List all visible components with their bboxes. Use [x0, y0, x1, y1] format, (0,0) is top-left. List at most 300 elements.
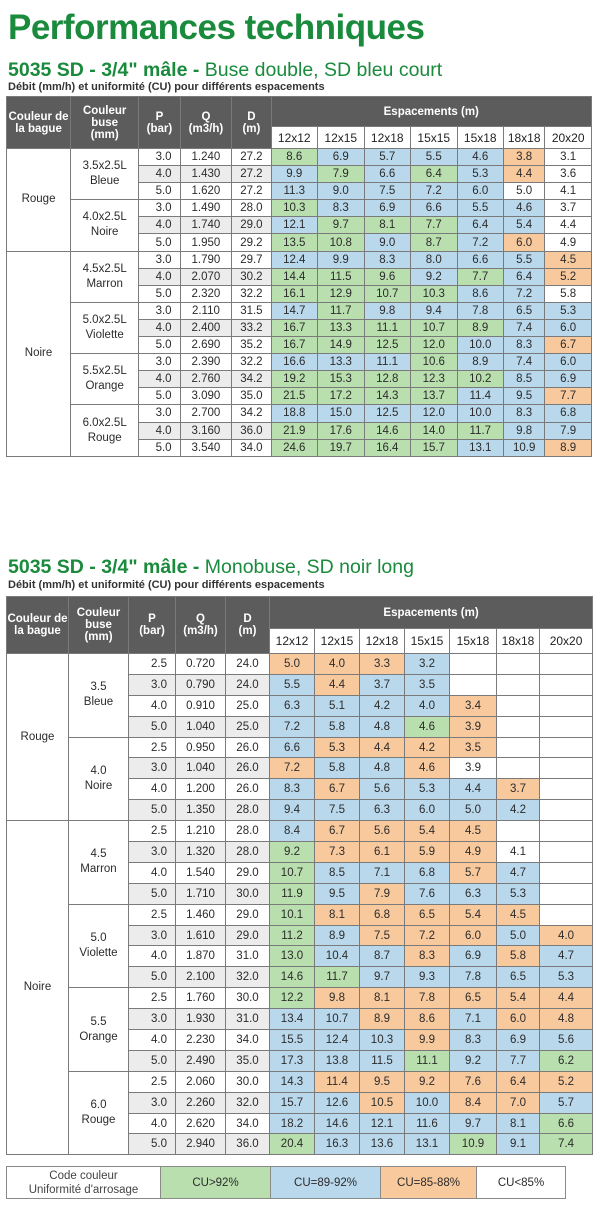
rate-cell: 5.5 [270, 674, 315, 695]
rate-cell: 9.4 [411, 302, 458, 319]
header-spacing-12x18: 12x18 [360, 629, 405, 654]
nozzle-color: Violette [85, 328, 124, 341]
rate-cell: 12.4 [315, 1030, 360, 1051]
flow-value: 2.620 [176, 1113, 226, 1134]
rate-cell: 8.3 [504, 337, 545, 354]
rate-cell: 6.9 [318, 149, 365, 166]
rate-cell: 11.7 [318, 302, 365, 319]
nozzle-size: 4.5 [90, 848, 107, 861]
legend-title-line2: Uniformité d'arrosage [28, 1183, 139, 1196]
flow-value: 1.540 [176, 862, 226, 883]
nozzle-cell [71, 251, 139, 302]
nozzle-size: 5.5x2.5L [82, 365, 127, 378]
rate-cell: 5.4 [504, 217, 545, 234]
diameter-value: 36.0 [232, 422, 271, 439]
section-1-variant: Buse double, SD bleu court [204, 59, 443, 81]
pressure-value: 3.0 [129, 1009, 176, 1030]
pressure-value: 4.0 [139, 371, 180, 388]
rate-cell: 8.3 [504, 405, 545, 422]
legend-title [7, 1167, 161, 1198]
flow-value: 3.540 [180, 439, 232, 456]
performance-table-1 [6, 96, 592, 457]
nozzle-cell [71, 354, 139, 405]
pressure-value: 2.5 [129, 988, 176, 1009]
flow-value: 2.690 [180, 337, 232, 354]
rate-cell: 4.5 [450, 821, 497, 842]
rate-cell [540, 904, 593, 925]
diameter-value: 30.0 [226, 988, 270, 1009]
flow-value: 2.110 [180, 302, 232, 319]
nozzle-color: Rouge [81, 1114, 116, 1127]
rate-cell: 6.0 [457, 183, 504, 200]
rate-cell: 13.6 [360, 1134, 405, 1155]
rate-cell: 6.4 [497, 1071, 540, 1092]
rate-cell: 5.0 [270, 654, 315, 675]
flow-value: 1.870 [176, 946, 226, 967]
header-ring-line1: Couleur de [8, 110, 69, 123]
rate-cell [540, 674, 593, 695]
header-spacing-15x18: 15x18 [450, 629, 497, 654]
rate-cell [497, 654, 540, 675]
rate-cell: 6.0 [497, 1009, 540, 1030]
rate-cell: 14.4 [271, 268, 318, 285]
rate-cell: 15.3 [318, 371, 365, 388]
flow-value: 2.390 [180, 354, 232, 371]
rate-cell: 12.5 [364, 405, 411, 422]
rate-cell: 12.6 [315, 1092, 360, 1113]
rate-cell: 3.3 [360, 654, 405, 675]
rate-cell: 7.4 [504, 319, 545, 336]
rate-cell: 6.7 [315, 779, 360, 800]
rate-cell: 5.2 [540, 1071, 593, 1092]
rate-cell: 6.2 [540, 1050, 593, 1071]
flow-value: 0.720 [176, 654, 226, 675]
pressure-value: 5.0 [129, 800, 176, 821]
section-2-subtitle: Débit (mm/h) et uniformité (CU) pour différents espacements [8, 579, 325, 591]
rate-cell: 9.9 [405, 1030, 450, 1051]
pressure-value: 5.0 [139, 388, 180, 405]
pressure-value: 4.0 [129, 1030, 176, 1051]
flow-value: 1.710 [176, 883, 226, 904]
pressure-value: 2.5 [129, 654, 176, 675]
nozzle-size: 5.0 [90, 931, 107, 944]
rate-cell: 7.7 [545, 388, 592, 405]
rate-cell: 4.6 [405, 758, 450, 779]
flow-value: 2.940 [176, 1134, 226, 1155]
flow-value: 1.620 [180, 183, 232, 200]
rate-cell: 6.6 [411, 200, 458, 217]
header-flow [176, 597, 226, 654]
rate-cell: 7.2 [504, 285, 545, 302]
table-row [7, 821, 593, 842]
rate-cell [497, 674, 540, 695]
rate-cell: 13.5 [271, 234, 318, 251]
header-spacing-20x20: 20x20 [545, 127, 592, 149]
rate-cell [540, 716, 593, 737]
rate-cell: 7.2 [270, 758, 315, 779]
nozzle-color: Bleue [89, 175, 120, 188]
rate-cell: 3.9 [450, 716, 497, 737]
rate-cell: 14.6 [270, 967, 315, 988]
rate-cell: 14.6 [364, 422, 411, 439]
rate-cell: 13.8 [315, 1050, 360, 1071]
pressure-value: 3.0 [139, 354, 180, 371]
rate-cell: 20.4 [270, 1134, 315, 1155]
rate-cell: 16.1 [271, 285, 318, 302]
header-nozzle-color [71, 97, 139, 149]
rate-cell: 7.2 [405, 925, 450, 946]
nozzle-color: Marron [80, 863, 117, 876]
diameter-value: 25.0 [226, 716, 270, 737]
rate-cell: 7.9 [360, 883, 405, 904]
rate-cell: 3.1 [545, 149, 592, 166]
rate-cell [497, 737, 540, 758]
flow-value: 2.490 [176, 1050, 226, 1071]
rate-cell: 6.9 [497, 1030, 540, 1051]
rate-cell: 10.7 [315, 1009, 360, 1030]
flow-value: 1.740 [180, 217, 232, 234]
diameter-value: 26.0 [226, 737, 270, 758]
nozzle-size: 3.5 [90, 681, 107, 694]
header-flow [180, 97, 232, 149]
rate-cell: 7.2 [457, 234, 504, 251]
header-ring-line2: la bague [15, 122, 62, 135]
rate-cell: 21.9 [271, 422, 318, 439]
rate-cell: 6.0 [450, 925, 497, 946]
rate-cell: 14.0 [411, 422, 458, 439]
rate-cell: 10.0 [405, 1092, 450, 1113]
rate-cell [540, 883, 593, 904]
rate-cell: 19.2 [271, 371, 318, 388]
table-row [7, 405, 592, 422]
rate-cell: 9.7 [360, 967, 405, 988]
diameter-value: 26.0 [226, 779, 270, 800]
rate-cell: 6.5 [497, 967, 540, 988]
rate-cell: 8.3 [364, 251, 411, 268]
rate-cell: 16.3 [315, 1134, 360, 1155]
header-diameter-line2: (m) [242, 122, 261, 135]
rate-cell: 5.3 [405, 779, 450, 800]
rate-cell: 7.4 [540, 1134, 593, 1155]
legend-blue: CU=89-92% [271, 1167, 381, 1198]
rate-cell: 12.3 [411, 371, 458, 388]
rate-cell: 4.0 [315, 654, 360, 675]
header-spacing-15x15: 15x15 [411, 127, 458, 149]
rate-cell: 7.5 [360, 925, 405, 946]
flow-value: 1.760 [176, 988, 226, 1009]
rate-cell: 8.5 [504, 371, 545, 388]
rate-cell: 8.6 [271, 149, 318, 166]
rate-cell: 11.1 [405, 1050, 450, 1071]
nozzle-cell [69, 904, 129, 988]
nozzle-cell [71, 200, 139, 251]
pressure-value: 5.0 [139, 183, 180, 200]
rate-cell: 15.7 [270, 1092, 315, 1113]
diameter-value: 28.0 [226, 821, 270, 842]
rate-cell: 12.8 [364, 371, 411, 388]
nozzle-color: Marron [86, 277, 123, 290]
nozzle-color: Noire [90, 226, 119, 239]
flow-value: 2.760 [180, 371, 232, 388]
rate-cell: 4.7 [497, 862, 540, 883]
rate-cell: 8.1 [315, 904, 360, 925]
nozzle-size: 4.0x2.5L [82, 211, 127, 224]
flow-value: 0.950 [176, 737, 226, 758]
header-spacing-12x15: 12x15 [315, 629, 360, 654]
ring-color: Rouge [7, 654, 69, 821]
nozzle-color: Orange [79, 1030, 118, 1043]
pressure-value: 4.0 [129, 862, 176, 883]
diameter-value: 26.0 [226, 758, 270, 779]
rate-cell: 11.2 [270, 925, 315, 946]
diameter-value: 25.0 [226, 695, 270, 716]
header-pressure-line1: P [155, 110, 164, 123]
rate-cell: 11.1 [364, 354, 411, 371]
rate-cell [497, 695, 540, 716]
rate-cell: 8.9 [457, 319, 504, 336]
header-diameter-line1: D [243, 613, 252, 625]
rate-cell: 6.6 [270, 737, 315, 758]
pressure-value: 5.0 [129, 1050, 176, 1071]
header-spacing-18x18: 18x18 [504, 127, 545, 149]
rate-cell: 5.6 [360, 821, 405, 842]
rate-cell: 9.0 [364, 234, 411, 251]
rate-cell: 6.9 [545, 371, 592, 388]
header-nozzle-line2: buse [91, 116, 119, 129]
rate-cell: 9.8 [504, 422, 545, 439]
rate-cell: 7.5 [364, 183, 411, 200]
flow-value: 2.070 [180, 268, 232, 285]
header-spacing-12x12: 12x12 [271, 127, 318, 149]
table-row [7, 737, 593, 758]
rate-cell: 4.4 [360, 737, 405, 758]
header-flow-line1: Q [201, 110, 211, 123]
pressure-value: 3.0 [129, 842, 176, 863]
header-diameter [232, 97, 271, 149]
legend-green: CU>92% [161, 1167, 271, 1198]
diameter-value: 32.2 [232, 354, 271, 371]
rate-cell: 9.6 [364, 268, 411, 285]
rate-cell: 15.0 [318, 405, 365, 422]
pressure-value: 3.0 [139, 200, 180, 217]
pressure-value: 4.0 [139, 422, 180, 439]
diameter-value: 29.0 [226, 904, 270, 925]
rate-cell: 9.8 [315, 988, 360, 1009]
pressure-value: 3.0 [129, 1092, 176, 1113]
rate-cell [540, 654, 593, 675]
rate-cell: 5.3 [315, 737, 360, 758]
rate-cell: 6.6 [364, 166, 411, 183]
pressure-value: 5.0 [129, 1134, 176, 1155]
header-pressure [129, 597, 176, 654]
rate-cell: 10.5 [360, 1092, 405, 1113]
rate-cell: 21.5 [271, 388, 318, 405]
nozzle-color: Orange [85, 380, 124, 393]
header-ring-color [7, 97, 71, 149]
rate-cell: 7.4 [504, 354, 545, 371]
rate-cell: 6.1 [360, 842, 405, 863]
header-diameter-line2: (m) [238, 625, 257, 637]
rate-cell: 13.7 [411, 388, 458, 405]
nozzle-size: 5.0x2.5L [82, 313, 127, 326]
rate-cell: 15.5 [270, 1030, 315, 1051]
diameter-value: 24.0 [226, 654, 270, 675]
pressure-value: 3.0 [129, 925, 176, 946]
rate-cell: 17.2 [318, 388, 365, 405]
rate-cell: 8.9 [360, 1009, 405, 1030]
rate-cell: 7.7 [497, 1050, 540, 1071]
header-flow-line2: (m3/h) [188, 122, 224, 135]
rate-cell: 7.6 [450, 1071, 497, 1092]
rate-cell: 6.6 [540, 1113, 593, 1134]
pressure-value: 5.0 [139, 439, 180, 456]
table-row [7, 354, 592, 371]
rate-cell: 8.7 [411, 234, 458, 251]
rate-cell: 4.6 [504, 200, 545, 217]
table-row [7, 904, 593, 925]
rate-cell: 8.9 [457, 354, 504, 371]
rate-cell: 4.8 [360, 716, 405, 737]
nozzle-color: Rouge [87, 431, 122, 444]
ring-color: Noire [7, 821, 69, 1155]
pressure-value: 4.0 [129, 695, 176, 716]
header-nozzle-line2: buse [85, 619, 112, 631]
rate-cell: 7.3 [315, 842, 360, 863]
rate-cell: 7.7 [411, 217, 458, 234]
flow-value: 1.040 [176, 716, 226, 737]
rate-cell: 5.9 [405, 842, 450, 863]
rate-cell: 12.0 [411, 337, 458, 354]
header-spacing-12x12: 12x12 [270, 629, 315, 654]
rate-cell: 14.7 [271, 302, 318, 319]
header-nozzle-line1: Couleur [82, 104, 127, 117]
rate-cell: 17.6 [318, 422, 365, 439]
rate-cell: 7.1 [360, 862, 405, 883]
header-spacing-12x15: 12x15 [318, 127, 365, 149]
rate-cell: 5.8 [497, 946, 540, 967]
pressure-value: 5.0 [139, 285, 180, 302]
rate-cell: 11.9 [270, 883, 315, 904]
rate-cell: 5.5 [504, 251, 545, 268]
diameter-value: 29.0 [226, 862, 270, 883]
nozzle-cell [69, 737, 129, 821]
rate-cell: 5.2 [545, 268, 592, 285]
legend-orange: CU=85-88% [381, 1167, 477, 1198]
rate-cell: 5.5 [457, 200, 504, 217]
pressure-value: 4.0 [139, 217, 180, 234]
rate-cell: 5.4 [450, 904, 497, 925]
rate-cell: 3.7 [545, 200, 592, 217]
rate-cell: 7.8 [405, 988, 450, 1009]
diameter-value: 30.0 [226, 883, 270, 904]
diameter-value: 29.2 [232, 234, 271, 251]
section-1-subtitle: Débit (mm/h) et uniformité (CU) pour différents espacements [8, 81, 325, 93]
rate-cell: 5.7 [540, 1092, 593, 1113]
rate-cell: 11.7 [315, 967, 360, 988]
rate-cell: 6.6 [457, 251, 504, 268]
pressure-value: 3.0 [139, 251, 180, 268]
table-row [7, 251, 592, 268]
rate-cell: 10.6 [411, 354, 458, 371]
flow-value: 0.910 [176, 695, 226, 716]
rate-cell: 10.0 [457, 405, 504, 422]
rate-cell: 9.5 [504, 388, 545, 405]
header-pressure-line1: P [148, 613, 156, 625]
rate-cell: 6.4 [411, 166, 458, 183]
pressure-value: 3.0 [129, 674, 176, 695]
rate-cell: 4.5 [497, 904, 540, 925]
rate-cell: 8.4 [270, 821, 315, 842]
flow-value: 1.350 [176, 800, 226, 821]
rate-cell: 4.1 [497, 842, 540, 863]
diameter-value: 35.0 [226, 1050, 270, 1071]
rate-cell: 5.3 [497, 883, 540, 904]
rate-cell: 10.8 [318, 234, 365, 251]
ring-color: Noire [7, 251, 71, 456]
flow-value: 1.790 [180, 251, 232, 268]
rate-cell: 3.2 [405, 654, 450, 675]
nozzle-cell [69, 654, 129, 738]
diameter-value: 35.0 [232, 388, 271, 405]
diameter-value: 30.2 [232, 268, 271, 285]
rate-cell: 4.2 [405, 737, 450, 758]
rate-cell: 8.7 [360, 946, 405, 967]
nozzle-size: 4.5x2.5L [82, 262, 127, 275]
rate-cell: 10.2 [457, 371, 504, 388]
rate-cell [497, 758, 540, 779]
rate-cell: 8.1 [497, 1113, 540, 1134]
rate-cell: 8.6 [405, 1009, 450, 1030]
header-nozzle-color [69, 597, 129, 654]
diameter-value: 34.0 [226, 1030, 270, 1051]
rate-cell: 3.7 [360, 674, 405, 695]
rate-cell: 14.3 [270, 1071, 315, 1092]
nozzle-cell [71, 149, 139, 200]
rate-cell: 4.9 [450, 842, 497, 863]
diameter-value: 32.0 [226, 967, 270, 988]
color-code-legend [6, 1166, 566, 1199]
rate-cell: 4.6 [457, 149, 504, 166]
rate-cell: 17.3 [270, 1050, 315, 1071]
rate-cell: 5.6 [360, 779, 405, 800]
rate-cell: 4.6 [405, 716, 450, 737]
rate-cell: 8.3 [450, 1030, 497, 1051]
rate-cell: 4.8 [540, 1009, 593, 1030]
performance-table-2 [6, 596, 593, 1155]
flow-value: 3.090 [180, 388, 232, 405]
rate-cell: 3.5 [405, 674, 450, 695]
pressure-value: 3.0 [139, 149, 180, 166]
flow-value: 1.040 [176, 758, 226, 779]
nozzle-cell [69, 821, 129, 905]
section-1-title [8, 58, 442, 82]
diameter-value: 31.0 [226, 1009, 270, 1030]
rate-cell: 11.5 [318, 268, 365, 285]
flow-value: 1.610 [176, 925, 226, 946]
diameter-value: 29.0 [226, 925, 270, 946]
rate-cell: 12.1 [360, 1113, 405, 1134]
rate-cell: 10.3 [271, 200, 318, 217]
rate-cell: 13.1 [457, 439, 504, 456]
rate-cell: 5.3 [540, 967, 593, 988]
rate-cell: 5.0 [504, 183, 545, 200]
flow-value: 1.490 [180, 200, 232, 217]
rate-cell: 9.2 [450, 1050, 497, 1071]
rate-cell: 6.9 [364, 200, 411, 217]
table-row [7, 1071, 593, 1092]
rate-cell: 10.3 [360, 1030, 405, 1051]
rate-cell: 12.0 [411, 405, 458, 422]
